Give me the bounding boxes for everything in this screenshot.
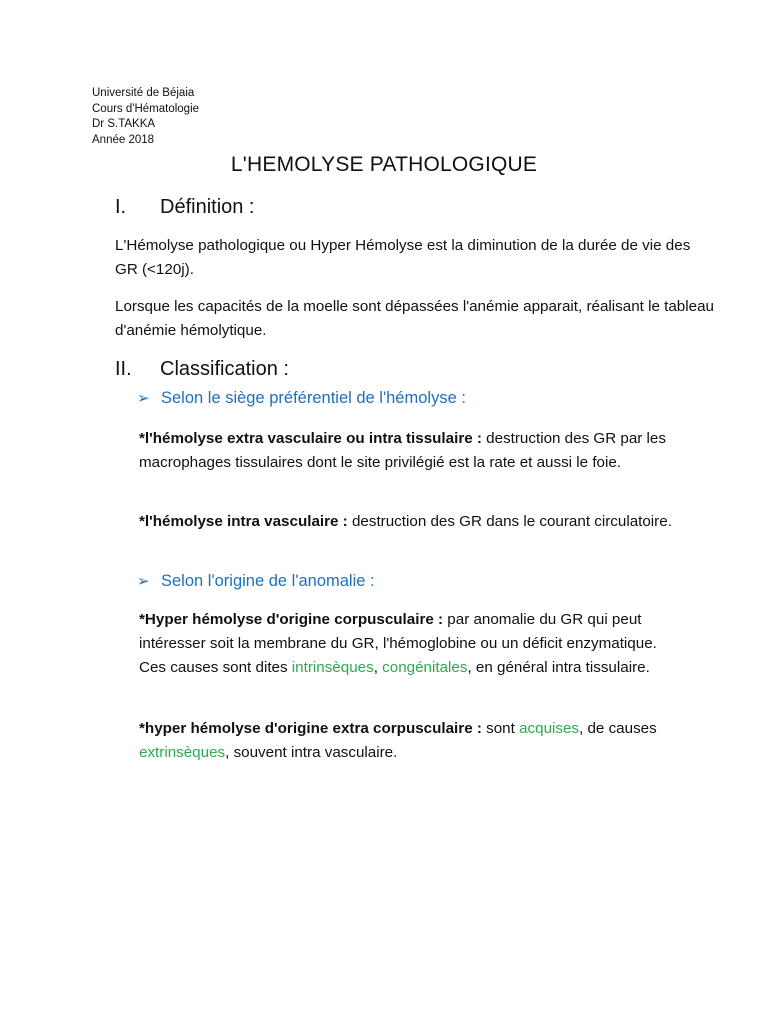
- section-number: I.: [115, 196, 127, 218]
- header-author: Dr S.TAKKA: [92, 118, 156, 130]
- list-item-extra-vasculaire: [139, 427, 679, 475]
- definition-paragraph-2: Lorsque les capacités de la moelle sont dépassées l'anémie apparait, réalisant le tableau d'anémie hémolytique.: [115, 298, 714, 339]
- keyword-congenitales: congénitales: [382, 659, 468, 676]
- subheading-origine: [137, 572, 375, 591]
- list-item-intra-vasculaire: [139, 510, 679, 534]
- list-item-extra-corpusculaire: [139, 717, 679, 765]
- item-description: par anomalie du GR qui peut intéresser soit la membrane du GR, l'hémoglobine ou un déficit enzymatique. Ces causes sont dites: [139, 611, 657, 676]
- subheading-text: Selon l'origine de l'anomalie :: [161, 572, 375, 590]
- section-classification-heading: [115, 358, 289, 381]
- item-separator: ,: [373, 659, 383, 676]
- document-header: [92, 86, 199, 148]
- subheading-text: Selon le siège préférentiel de l'hémolyse :: [161, 389, 466, 407]
- section-number: II.: [115, 358, 132, 380]
- item-description-end: , en général intra tissulaire.: [467, 659, 650, 676]
- arrow-bullet-icon: ➢: [137, 573, 150, 590]
- item-description: sont: [481, 720, 520, 737]
- page-title: L'HEMOLYSE PATHOLOGIQUE: [230, 153, 538, 176]
- list-item-corpusculaire: [139, 608, 679, 680]
- keyword-intrinseques: intrinsèques: [291, 659, 374, 676]
- keyword-acquises: acquises: [519, 720, 580, 737]
- keyword-extrinseques: extrinsèques: [139, 744, 226, 761]
- item-term: *l'hémolyse intra vasculaire :: [139, 513, 348, 530]
- section-title: Définition :: [160, 196, 255, 218]
- arrow-bullet-icon: ➢: [137, 390, 150, 407]
- header-course: Cours d'Hématologie: [92, 102, 200, 115]
- item-description: destruction des GR dans le courant circulatoire.: [347, 513, 672, 530]
- section-definition-heading: [115, 196, 255, 219]
- item-term: *Hyper hémolyse d'origine corpusculaire :: [139, 611, 444, 628]
- section-title: Classification :: [160, 358, 289, 380]
- definition-paragraph-1: L'Hémolyse pathologique ou Hyper Hémolyse est la diminution de la durée de vie des GR (<120j).: [115, 237, 691, 278]
- subheading-siege: [137, 389, 466, 408]
- item-term: *hyper hémolyse d'origine extra corpusculaire :: [139, 720, 482, 737]
- item-term: *l'hémolyse extra vasculaire ou intra tissulaire :: [139, 430, 482, 447]
- item-description-end: , souvent intra vasculaire.: [225, 744, 398, 761]
- item-description: destruction des GR par les macrophages tissulaires dont le site privilégié est la rate et aussi le foie.: [139, 430, 666, 471]
- item-description-mid: , de causes: [579, 720, 657, 737]
- header-university: Université de Béjaia: [92, 87, 195, 99]
- header-year: Année 2018: [92, 133, 155, 146]
